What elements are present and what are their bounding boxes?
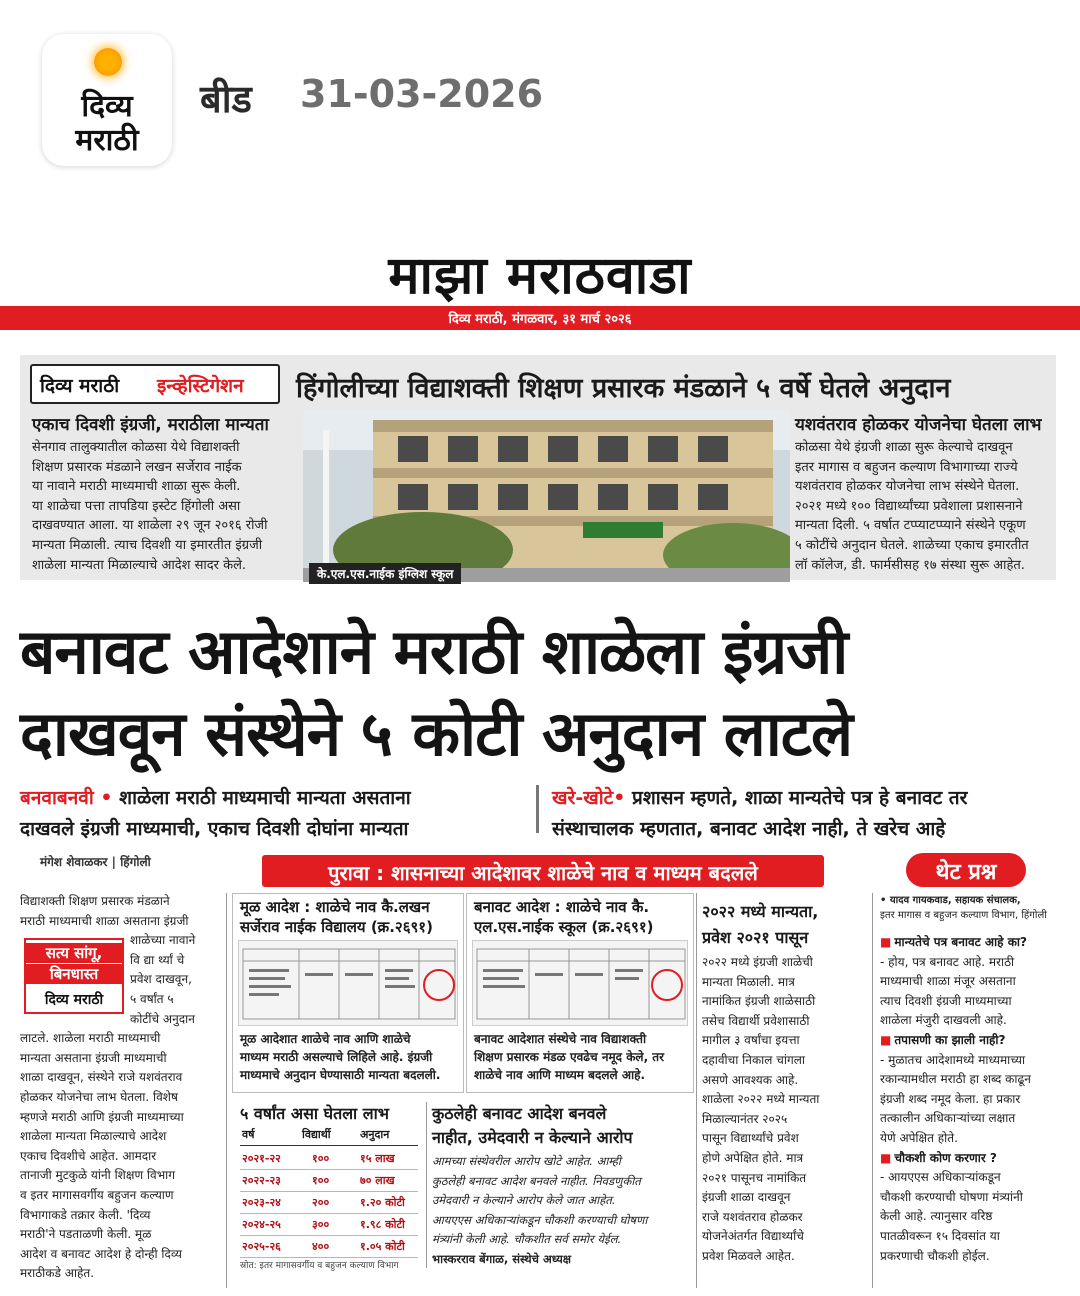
sub-right-line2: संस्थाचालक म्हणतात, बनावट आदेश नाही, ते खरेच आहे [552, 818, 946, 840]
qa-answer-line: शाळेला मंजुरी दाखवली आहे. [880, 1013, 1007, 1028]
table-row [240, 1214, 418, 1236]
table-cell: ७० लाख [360, 1174, 395, 1187]
main-headline-line2: दाखवून संस्थेने ५ कोटी अनुदान लाटले [20, 697, 853, 770]
body-line: मान्यता मिळाली. मात्र [702, 974, 795, 989]
dateline-text: दिव्य मराठी, मंगळवार, ३१ मार्च २०२६ [448, 312, 632, 327]
sun-icon [94, 48, 122, 76]
direct-question-badge [906, 853, 1026, 887]
body-line: कोटींचे अनुदान [130, 1011, 195, 1026]
fake-order-scan [472, 940, 688, 1026]
qa-answer-line: पातळीवरून १५ दिवसांत या [880, 1228, 1000, 1243]
heading-line: प्रवेश २०२१ पासून [702, 928, 809, 947]
table-cell: १०० [312, 1174, 330, 1187]
heading-line: मूळ आदेश : शाळेचे नाव कै.लखन [240, 898, 430, 916]
highlight-ring [651, 969, 683, 1001]
table-header: विद्यार्थी [302, 1128, 331, 1141]
qa-answer-line: चौकशी करण्याची घोषणा मंत्र्यांनी [880, 1189, 1023, 1204]
qa-answer-line: माध्यमाची शाळा मंजूर असताना [880, 974, 1016, 989]
table-cell: २०२५-२६ [242, 1240, 281, 1253]
school-building-photo [303, 410, 790, 582]
table-header: अनुदान [360, 1128, 390, 1141]
body-line: ५ वर्षांत ५ [130, 991, 174, 1006]
table-cell: २०२२-२३ [242, 1174, 281, 1187]
main-headline-line1: बनावट आदेशाने मराठी शाळेला इंग्रजी [20, 615, 848, 688]
body-line: २०२१ पासूनच नामांकित [702, 1170, 807, 1185]
body-line: दहावीचा निकाल चांगला [702, 1052, 805, 1067]
qa-intro [880, 893, 1060, 923]
body-line: मराठी माध्यमाची शाळा असताना इंग्रजी [20, 913, 189, 928]
table-row [240, 1192, 418, 1214]
qa-answer-line: तत्कालीन अधिकाऱ्यांच्या लक्षात [880, 1111, 1016, 1126]
proof-banner [262, 855, 824, 887]
right-col-body [795, 438, 1055, 575]
body-line: असणे आवश्यक आहे. [702, 1072, 799, 1087]
table-row [240, 1148, 418, 1170]
body-line: मागील ३ वर्षांचा इयत्ता [702, 1033, 800, 1048]
sub-left-tag: बनवाबनवी • [20, 787, 113, 809]
left-col-line: शिक्षण प्रसारक मंडळाने लखन सर्जेराव नाईक [32, 459, 242, 475]
section-masthead: माझा मराठवाडा [388, 245, 692, 306]
body-line: राजे यशवंतराव होळकर [702, 1209, 803, 1224]
benefit-table-title: ५ वर्षांत असा घेतला लाभ [240, 1104, 390, 1123]
table-row [240, 1236, 418, 1258]
photo-caption: के.एल.एस.नाईक इंग्लिश स्कूल [309, 563, 461, 584]
body-line: होणे अपेक्षित होते. मात्र [702, 1150, 804, 1165]
qa-intro-line: इतर मागास व बहुजन कल्याण विभाग, हिंगोली [880, 910, 1047, 921]
heading-line: बनावट आदेश : शाळेचे नाव कै. [474, 898, 650, 916]
body-line: आमच्या संस्थेवरील आरोप खोटे आहेत. आम्ही [432, 1154, 621, 1168]
body-line: तसेच विद्यार्थी प्रवेशासाठी [702, 1013, 810, 1028]
sub-left-text1: शाळेला मराठी माध्यमाची मान्यता असताना [119, 787, 411, 809]
stamp-line1: सत्य सांगू, [26, 943, 122, 963]
denial-body [432, 1152, 647, 1269]
table-cell: ४०० [312, 1240, 330, 1253]
caption-line: शाळेचे नाव आणि माध्यम बदलले आहे. [474, 1068, 646, 1082]
body-line: शाळेला २०२२ मध्ये मान्यता [702, 1092, 820, 1107]
body-line: शाळेच्या नावाने [130, 933, 196, 948]
left-col-line: दाखवण्यात आला. या शाळेला २९ जून २०१६ रोजी [32, 518, 268, 534]
qa-intro-line: • यादव गायकवाड, सहायक संचालक, [880, 895, 1021, 906]
direct-question-label: थेट प्रश्न [935, 860, 997, 885]
approval-body [702, 953, 819, 1267]
caption-line: शिक्षण प्रसारक मंडळ एवढेच नमूद केले, तर [474, 1050, 665, 1064]
caption-line: मूळ आदेशात शाळेचे नाव आणि शाळेचे [240, 1032, 411, 1046]
app-logo[interactable] [42, 34, 172, 166]
qa-block [880, 933, 1060, 1266]
qa-answer-line: येणे अपेक्षित होते. [880, 1130, 958, 1145]
body-line: विभागाकडे तक्रार केली. 'दिव्य [20, 1207, 151, 1222]
table-cell: ३०० [312, 1218, 330, 1231]
body-line: मिळाल्यानंतर २०२५ [702, 1111, 788, 1126]
investigation-badge [30, 364, 280, 404]
qa-answer-line: - आयएएस अधिकाऱ्यांकडून [880, 1170, 1001, 1185]
body-line: मराठीकडे आहेत. [20, 1266, 95, 1281]
qa-answer-line: केली आहे. त्यानुसार वरिष्ठ [880, 1209, 993, 1224]
stamp-line2: बिनधास्त [26, 964, 122, 984]
body-line: विद्याशक्ती शिक्षण प्रसारक मंडळाने [20, 894, 170, 908]
body-line: एकाच दिवशीचे आहेत. आमदार [20, 1148, 157, 1163]
body-line: नामांकित इंग्रजी शाळेसाठी [702, 994, 816, 1009]
right-col-line: लॉ कॉलेज, डी. फार्मसीसह १७ संस्था सुरू आहेत. [795, 557, 1025, 573]
badge-label: इन्व्हेस्टिगेशन [157, 375, 244, 397]
body-line: २०२२ मध्ये इंग्रजी शाळेची [702, 955, 813, 969]
body-line: वि द्या र्थ्यां चे [130, 952, 185, 967]
highlight-ring [423, 969, 455, 1001]
caption-line: माध्यम मराठी असल्याचे लिहिले आहे. इंग्रजी [240, 1050, 433, 1064]
body-line: प्रवेश दाखवून, [130, 972, 192, 987]
right-col-line: मान्यता दिली. ५ वर्षात टप्प्याटप्प्याने संस्थेने एकूण [795, 518, 1026, 534]
table-cell: १.९८ कोटी [360, 1218, 405, 1231]
caption-line: माध्यमाचे अनुदान घेण्यासाठी मान्यता बदलली. [240, 1068, 441, 1082]
table-cell: १.०५ कोटी [360, 1240, 405, 1253]
body-line: लाटले. शाळेला मराठी माध्यमाची [20, 1031, 161, 1046]
body-line: इंग्रजी शाळा दाखवून [702, 1190, 791, 1205]
original-order-caption [240, 1030, 440, 1084]
right-col-line: २०२१ मध्ये १०० विद्यार्थ्यांच्या प्रवेशाला प्रशासनाने [795, 498, 1023, 514]
right-col-heading: यशवंतराव होळकर योजनेचा घेतला लाभ [795, 415, 1042, 435]
sub-right-text1: प्रशासन म्हणते, शाळा मान्यतेचे पत्र हे बनावट तर [632, 787, 968, 809]
column-rule [696, 893, 697, 1288]
body-line: शाळेला मान्यता मिळाल्याचे आदेश [20, 1129, 167, 1144]
right-col-line: इतर मागास व बहुजन कल्याण विभागाच्या राज्ये [795, 459, 1018, 475]
sub-right-tag: खरे-खोटे• [552, 787, 626, 809]
table-cell: २०२४-२५ [242, 1218, 281, 1231]
body-line: होळकर योजनेचा लाभ घेतला. विशेष [20, 1089, 178, 1104]
fake-order-caption [474, 1030, 664, 1084]
qa-answer-line: रकान्यामधील मराठी हा शब्द काढून [880, 1072, 1031, 1087]
body-line: पासून विद्यार्थ्यांचे प्रवेश [702, 1131, 799, 1146]
proof-banner-text: पुरावा : शासनाच्या आदेशावर शाळेचे नाव व माध्यम बदलले [328, 861, 758, 885]
badge-brand: दिव्य मराठी [40, 375, 120, 397]
table-row [240, 1170, 418, 1192]
table-cell: १५ लाख [360, 1152, 395, 1165]
body-line: म्हणजे मराठी आणि इंग्रजी माध्यमाच्या [20, 1109, 184, 1124]
sub-divider [536, 785, 539, 833]
quote-attribution: भास्करराव बेंगाळ, संस्थेचे अध्यक्ष [432, 1251, 571, 1266]
body-line: तानाजी मुटकुळे यांनी शिक्षण विभाग [20, 1168, 176, 1183]
heading-line: कुठलेही बनावट आदेश बनवले [432, 1104, 607, 1123]
qa-answer-line: - होय, पत्र बनावट आहे. मराठी [880, 954, 1015, 969]
column-rule [226, 893, 227, 1288]
table-cell: १०० [312, 1152, 330, 1165]
table-source: स्रोत: इतर मागासवर्गीय व बहुजन कल्याण विभाग [240, 1261, 399, 1271]
left-col-line: शाळेला मान्यता मिळाल्याचे आदेश सादर केले. [32, 557, 247, 573]
left-col-line: या शाळेचा पत्ता तापडिया इस्टेट हिंगोली असा [32, 498, 241, 514]
heading-line: एल.एस.नाईक स्कूल (क्र.२६९१) [474, 918, 654, 936]
edition-city: बीड [200, 77, 252, 121]
right-col-line: कोळसा येथे इंग्रजी शाळा सुरू केल्याचे दाखवून [795, 440, 1013, 455]
investigation-title: हिंगोलीच्या विद्याशक्ती शिक्षण प्रसारक मंडळाने ५ वर्षे घेतले अनुदान [296, 373, 951, 404]
right-col-line: ५ कोटींचे अनुदान घेतले. शाळेच्या एकाच इमारतीत [795, 537, 1029, 553]
table-cell: २०० [312, 1196, 330, 1209]
caption-line: बनावट आदेशात संस्थेचे नाव विद्याशक्ती [474, 1032, 647, 1046]
qa-answer-line: प्रकरणाची चौकशी होईल. [880, 1248, 990, 1263]
left-col-line: सेनगाव तालुक्यातील कोळसा येथे विद्याशक्ती [32, 440, 240, 455]
table-cell: १.२० कोटी [360, 1196, 405, 1209]
heading-line: नाहीत, उमेदवारी न केल्याने आरोप [432, 1128, 633, 1147]
original-order-scan [238, 940, 458, 1026]
table-cell: २०२१-२२ [242, 1152, 281, 1165]
body-line: आयएएस अधिकाऱ्यांकडून चौकशी करण्याची घोषणा [432, 1212, 648, 1227]
qa-question: ■ तपासणी का झाली नाही? [880, 1031, 1060, 1051]
left-col-line: मान्यता मिळाली. त्याच दिवशी या इमारतीत इंग्रजी [32, 537, 263, 553]
table-header: वर्ष [242, 1128, 255, 1141]
qa-answer-line: इंग्रजी शब्द नमूद केला. हा प्रकार [880, 1091, 1021, 1106]
heading-line: २०२२ मध्ये मान्यता, [702, 902, 819, 921]
table-header-row [240, 1124, 418, 1146]
qa-question: ■ चौकशी कोण करणार ? [880, 1149, 1060, 1169]
body-line: मंत्र्यांनी केली आहे. चौकशीत सर्व समोर येईल. [432, 1232, 622, 1246]
sub-left-line1 [20, 784, 411, 810]
approval-heading [702, 899, 818, 951]
body-line: आदेश व बनावट आदेश हे दोन्ही दिव्य [20, 1246, 182, 1261]
column-rule [426, 1102, 427, 1268]
body-line: मान्यता असताना इंग्रजी माध्यमाची [20, 1050, 167, 1065]
left-col-line: या नावाने मराठी माध्यमाची शाळा सुरू केली. [32, 479, 241, 495]
table-cell: २०२३-२४ [242, 1196, 281, 1209]
right-col-line: यशवंतराव होळकर योजनेचा लाभ संस्थेने घेतला. [795, 479, 1020, 495]
qa-question: ■ मान्यतेचे पत्र बनावट आहे का? [880, 933, 1060, 953]
left-col-heading: एकाच दिवशी इंग्रजी, मराठीला मान्यता [32, 415, 269, 435]
satya-sangu-stamp [24, 938, 124, 1014]
heading-line: सर्जेराव नाईक विद्यालय (क्र.२६९१) [240, 918, 433, 936]
qa-answer-line: - मुळातच आदेशामध्ये माध्यमाच्या [880, 1052, 1026, 1067]
body-line: उमेदवारी न केल्याने आरोप केले जात आहेत. [432, 1193, 616, 1207]
qa-answer-line: त्याच दिवशी इंग्रजी माध्यमाच्या [880, 993, 1012, 1008]
stamp-line3: दिव्य मराठी [44, 992, 104, 1008]
logo-text-line1: दिव्य [81, 89, 133, 124]
body-line: शाळा दाखवून, संस्थेने राजे यशवंतराव [20, 1070, 183, 1085]
column-rule [872, 893, 873, 1288]
byline: मंगेश शेवाळकर | हिंगोली [40, 855, 151, 869]
fake-order-heading [474, 897, 654, 937]
body-line: प्रवेश मिळवले आहेत. [702, 1248, 795, 1263]
logo-text-line2: मराठी [75, 123, 139, 158]
denial-heading [432, 1102, 633, 1150]
body-line: कुठलेही बनावट आदेश बनवले नाहीत. निवडणुकीत [432, 1173, 641, 1188]
sub-left-line2: दाखवले इंग्रजी माध्यमाची, एकाच दिवशी दोघांना मान्यता [20, 818, 409, 840]
left-col-body [32, 438, 297, 575]
edition-date[interactable]: 31-03-2026 [300, 72, 544, 116]
body-line: योजनेअंतर्गत विद्यार्थ्यांचे [702, 1229, 804, 1244]
body-line: व इतर मागासवर्गीय बहुजन कल्याण [20, 1187, 174, 1202]
original-order-heading [240, 897, 433, 937]
school-building-illustration [303, 410, 790, 582]
sub-right-line1 [552, 784, 967, 810]
body-line: मराठी'ने पडताळणी केली. मूळ [20, 1227, 152, 1242]
